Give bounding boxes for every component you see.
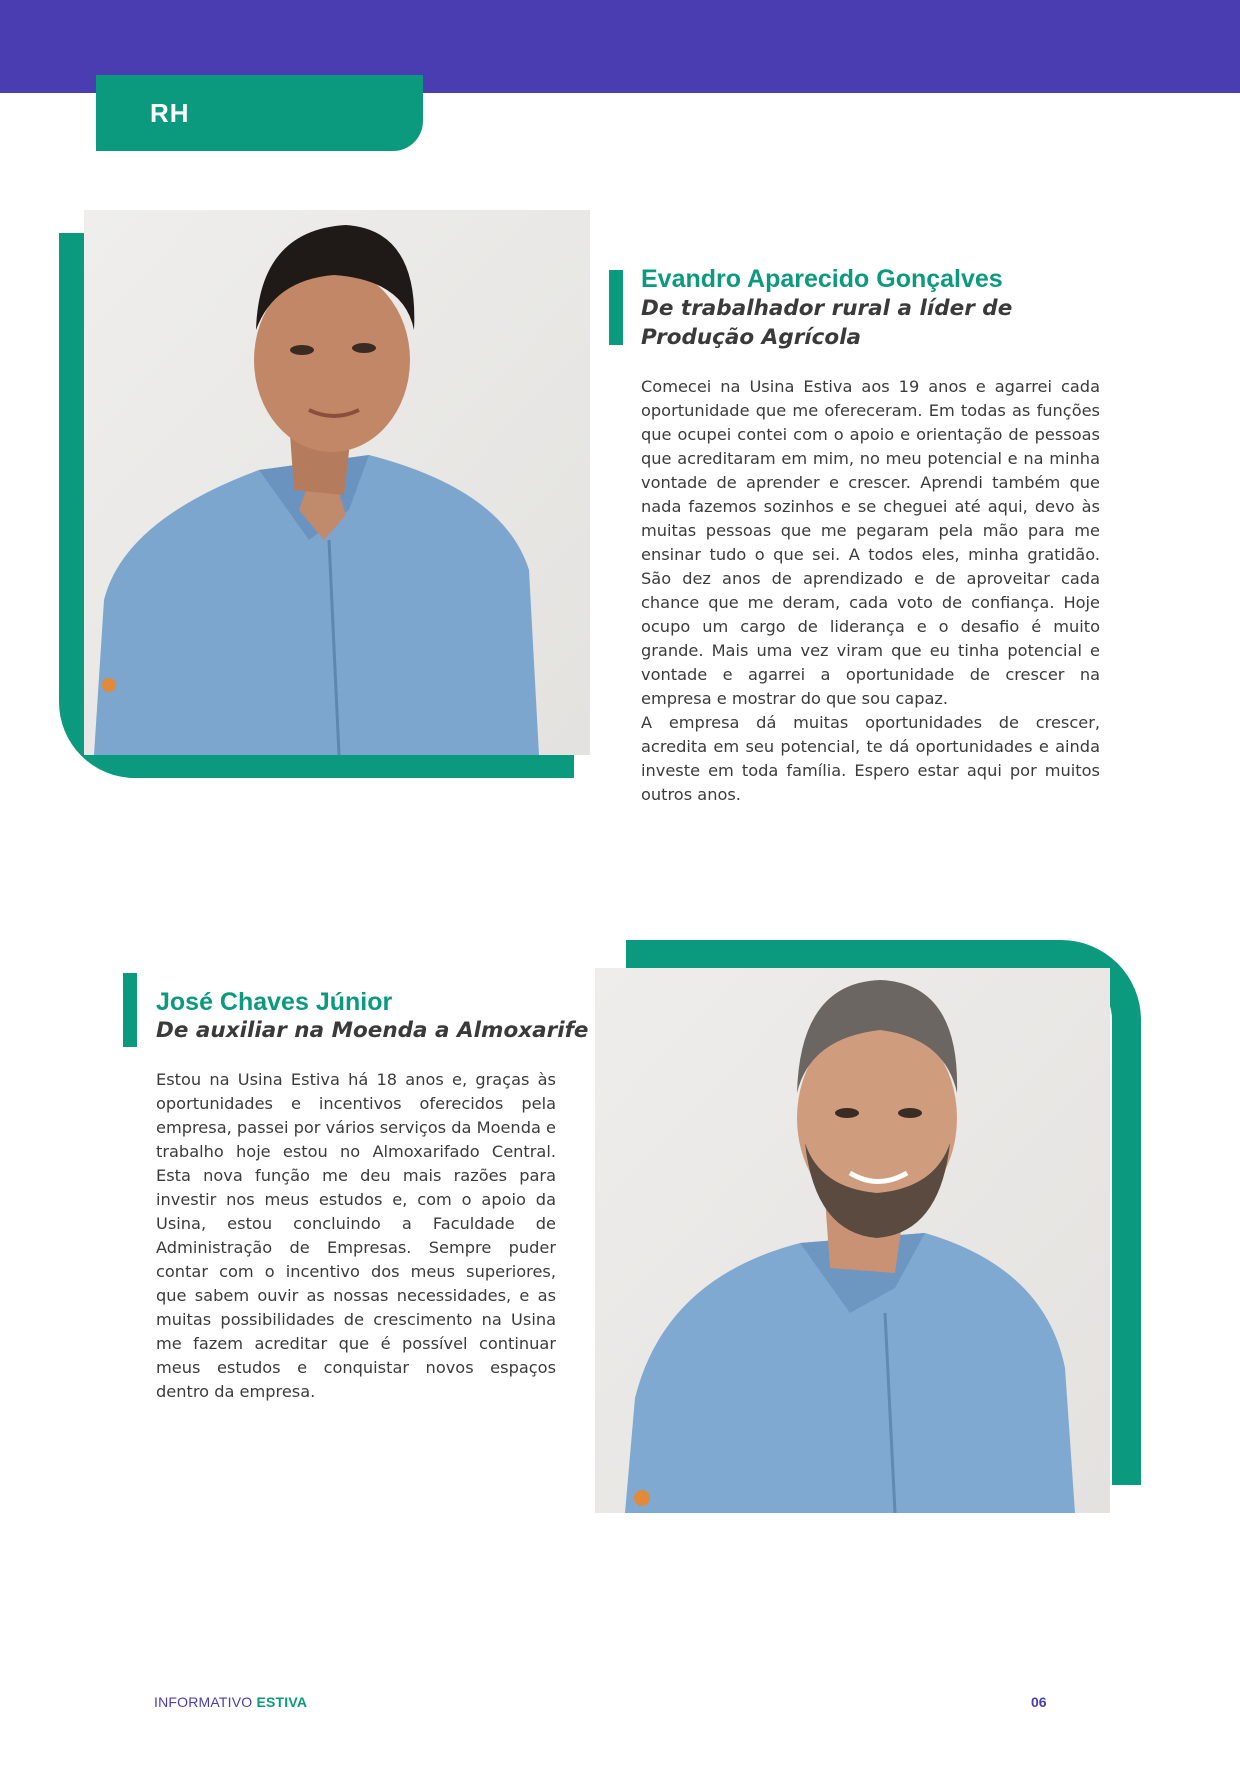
profile-text-1	[641, 375, 1100, 807]
profile-role-2: De auxiliar na Moenda a Almoxarife	[156, 1018, 589, 1043]
profile-1-paragraph-1: Comecei na Usina Estiva aos 19 anos e agarrei cada oportunidade que me ofereceram. Em todas as funções que ocupei contei com o apoio e orientação de pessoas que acreditaram em mim, no meu potencial e na minha vontade de aprender e crescer. Aprendi também que nada fazemos sozinhos e se cheguei até aqui, devo às muitas pessoas que me pegaram pela mão para me ensinar tudo o que sei. A todos eles, minha gratidão. São dez anos de aprendizado e de aproveitar cada chance que me deram, cada voto de confiança. Hoje ocupo um cargo de liderança e o desafio é muito grande. Mais uma vez viram que eu tinha potencial e vontade e agarrei a oportunidade de crescer na empresa e mostrar do que sou capaz.	[641, 377, 1100, 708]
profile-text-2	[156, 1068, 556, 1404]
footer-brand	[154, 1694, 307, 1710]
section-tab	[96, 75, 423, 151]
footer-brand-prefix: INFORMATIVO	[154, 1694, 253, 1710]
profile-name-1: Evandro Aparecido Gonçalves	[641, 265, 1003, 293]
footer-brand-name: ESTIVA	[256, 1694, 308, 1710]
portrait-photo-jose	[595, 968, 1110, 1513]
accent-bar-2	[123, 973, 137, 1047]
page-number: 06	[1031, 1694, 1047, 1710]
profile-role-1: De trabalhador rural a líder de Produção Agrícola	[641, 296, 1013, 350]
profile-name-2: José Chaves Júnior	[156, 988, 393, 1016]
section-label: RH	[150, 97, 190, 128]
accent-bar-1	[609, 270, 623, 345]
portrait-photo-evandro	[84, 210, 590, 755]
profile-2-paragraph-1: Estou na Usina Estiva há 18 anos e, graças às oportunidades e incentivos oferecidos pela empresa, passei por vários serviços da Moenda e trabalho hoje estou no Almoxarifado Central. Esta nova função me deu mais razões para investir nos meus estudos e, com o apoio da Usina, estou concluindo a Faculdade de Administração de Empresas. Sempre puder contar com o incentivo dos meus superiores, que sabem ouvir as nossas necessidades, e as muitas possibilidades de crescimento na Usina me fazem acreditar que é possível continuar meus estudos e conquistar novos espaços dentro da empresa.	[156, 1070, 556, 1401]
profile-1-paragraph-2: A empresa dá muitas oportunidades de crescer, acredita em seu potencial, te dá oportunidades e ainda investe em toda família. Espero estar aqui por muitos outros anos.	[641, 713, 1100, 804]
